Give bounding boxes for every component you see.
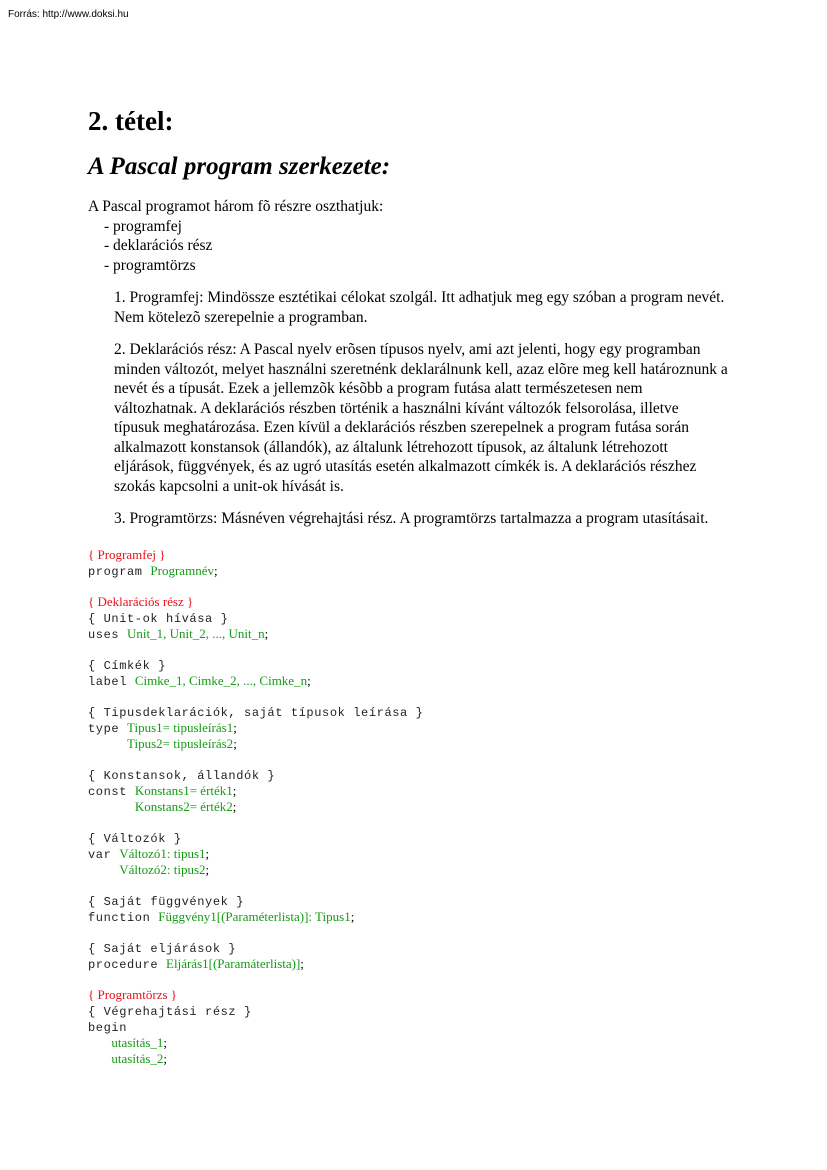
- code-terminator: ;: [163, 1050, 168, 1066]
- code-block-procedures: [88, 940, 728, 972]
- code-comment: { Címkék }: [88, 658, 167, 673]
- code-block-programfej: [88, 547, 728, 579]
- code-terminator: ;: [232, 782, 237, 798]
- code-terminator: ;: [205, 861, 210, 877]
- list-item: - deklarációs rész: [104, 237, 213, 254]
- code-value: Eljárás1[(Paramáterlista)]: [166, 955, 301, 971]
- parts-list: [88, 217, 728, 276]
- code-comment: { Tipusdeklarációk, saját típusok leírása }: [88, 705, 424, 720]
- code-keyword: label: [88, 674, 128, 689]
- code-value: Cimke_1, Cimke_2, ..., Cimke_n: [134, 672, 308, 688]
- code-keyword: const: [88, 784, 128, 799]
- code-block-types: [88, 704, 728, 752]
- paragraph-programfej: 1. Programfej: Mindössze esztétikai célokat szolgál. Itt adhatjuk meg egy szóban a program nevét. Nem kötelezõ szerepelnie a programban.: [114, 289, 725, 326]
- code-value: Konstans1= érték1: [134, 782, 233, 798]
- code-terminator: ;: [232, 798, 237, 814]
- code-terminator: ;: [233, 719, 237, 735]
- code-block-labels: [88, 657, 728, 689]
- code-block-vars: [88, 830, 728, 878]
- page-subtitle: A Pascal program szerkezete:: [88, 153, 391, 180]
- code-keyword: begin: [88, 1020, 128, 1035]
- list-item: - programfej: [104, 217, 182, 235]
- paragraph-programtorzs: 3. Programtörzs: Másnéven végrehajtási rész. A programtörzs tartalmazza a program utasításait.: [114, 510, 709, 527]
- code-terminator: ;: [213, 562, 218, 578]
- code-comment: { Változók }: [88, 831, 182, 846]
- code-keyword: uses: [88, 627, 120, 642]
- code-listing: [88, 547, 728, 1067]
- code-comment: { Programfej }: [88, 546, 166, 562]
- code-value: Konstans2= érték2: [134, 798, 233, 814]
- code-value: Változó2: tipus2: [119, 861, 206, 877]
- code-value: utasítás_2: [111, 1050, 164, 1066]
- code-comment: { Végrehajtási rész }: [88, 1004, 252, 1019]
- list-item: - programtörzs: [104, 256, 196, 274]
- code-terminator: ;: [205, 845, 210, 861]
- code-value: Tipus1= tipusleírás1: [127, 719, 234, 735]
- code-comment: { Saját függvények }: [88, 894, 245, 909]
- code-keyword: var: [88, 847, 112, 862]
- code-terminator: ;: [307, 672, 311, 688]
- intro-text: A Pascal programot három fõ részre oszthatjuk:: [88, 198, 384, 215]
- code-comment: { Deklarációs rész }: [88, 593, 194, 609]
- code-value: Programnév: [150, 562, 214, 578]
- code-terminator: ;: [264, 625, 269, 641]
- code-keyword: procedure: [88, 957, 159, 972]
- source-label: Forrás: http://www.doksi.hu: [8, 9, 129, 20]
- code-keyword: type: [88, 721, 120, 736]
- code-block-programtorzs: [88, 987, 728, 1067]
- code-block-deklaracios: [88, 594, 728, 642]
- document-body: [88, 104, 728, 1082]
- code-terminator: ;: [233, 735, 237, 751]
- code-comment: { Programtörzs }: [88, 986, 178, 1002]
- code-terminator: ;: [350, 908, 355, 924]
- page-title: 2. tétel:: [88, 106, 174, 136]
- code-comment: { Konstansok, állandók }: [88, 768, 276, 783]
- code-keyword: program: [88, 564, 143, 579]
- code-block-consts: [88, 767, 728, 815]
- code-comment: { Saját eljárások }: [88, 941, 237, 956]
- code-block-functions: [88, 893, 728, 925]
- code-terminator: ;: [163, 1034, 168, 1050]
- code-value: Változó1: tipus1: [119, 845, 206, 861]
- code-value: utasítás_1: [111, 1034, 164, 1050]
- code-comment: { Unit-ok hívása }: [88, 611, 229, 626]
- paragraph-deklaracios: 2. Deklarációs rész: A Pascal nyelv erõsen típusos nyelv, ami azt jelenti, hogy egy programban minden változót, melyet használni szeretnénk deklarálnunk kell, azaz elõre meg kell határoznunk a nevét és a típusát. Ezek a jellemzõk késõbb a program futása alatt természetesen nem változhatnak. A deklarációs részben történik a használni kívánt változók felsorolása, illetve típusuk meghatározása. Ezen kívül a deklarációs részben szerepelnek a program futása során alkalmazott konstansok (állandók), az általunk létrehozott típusok, az általunk létrehozott eljárások, függvények, és az ugró utasítás esetén alkalmazott címkék is. A deklarációs részhez szokás kapcsolni a unit-ok hívását is.: [114, 341, 728, 495]
- code-keyword: function: [88, 910, 151, 925]
- code-value: Unit_1, Unit_2, ..., Unit_n: [127, 625, 265, 641]
- code-terminator: ;: [300, 955, 304, 971]
- code-value: Függvény1[(Paraméterlista)]: Tipus1: [158, 908, 351, 924]
- code-value: Tipus2= tipusleírás2: [127, 735, 234, 751]
